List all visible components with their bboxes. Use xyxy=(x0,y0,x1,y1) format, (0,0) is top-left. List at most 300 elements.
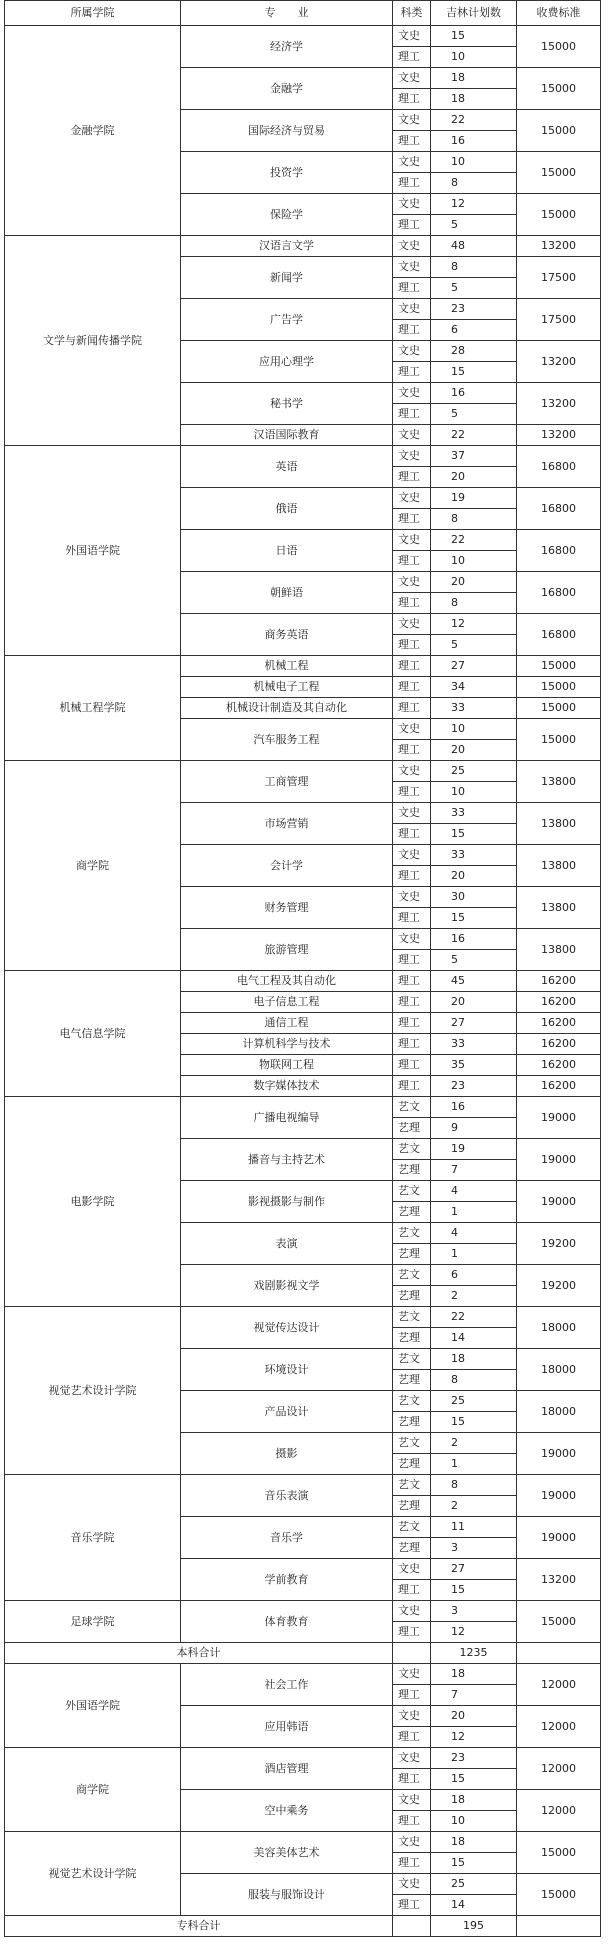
college-cell: 文学与新闻传播学院 xyxy=(5,236,181,446)
type-cell: 理工 xyxy=(393,950,431,971)
type-cell: 理工 xyxy=(393,593,431,614)
plan-cell: 20 xyxy=(431,740,517,761)
plan-cell: 18 xyxy=(431,1664,517,1685)
fee-cell: 13800 xyxy=(517,929,601,971)
fee-cell: 16800 xyxy=(517,530,601,572)
plan-cell: 5 xyxy=(431,215,517,236)
plan-cell: 20 xyxy=(431,992,517,1013)
plan-cell: 18 xyxy=(431,1832,517,1853)
total-type-cell xyxy=(393,1916,431,1937)
type-cell: 文史 xyxy=(393,803,431,824)
plan-cell: 15 xyxy=(431,26,517,47)
plan-cell: 15 xyxy=(431,1853,517,1874)
major-cell: 应用心理学 xyxy=(181,341,393,383)
fee-cell: 19000 xyxy=(517,1433,601,1475)
plan-cell: 23 xyxy=(431,1076,517,1097)
fee-cell: 19000 xyxy=(517,1475,601,1517)
plan-cell: 9 xyxy=(431,1118,517,1139)
plan-cell: 27 xyxy=(431,656,517,677)
plan-cell: 15 xyxy=(431,1412,517,1433)
type-cell: 理工 xyxy=(393,1853,431,1874)
plan-cell: 19 xyxy=(431,1139,517,1160)
plan-cell: 16 xyxy=(431,1097,517,1118)
plan-cell: 22 xyxy=(431,425,517,446)
major-cell: 工商管理 xyxy=(181,761,393,803)
type-cell: 理工 xyxy=(393,1769,431,1790)
fee-cell: 15000 xyxy=(517,698,601,719)
major-cell: 机械电子工程 xyxy=(181,677,393,698)
fee-cell: 12000 xyxy=(517,1706,601,1748)
plan-cell: 48 xyxy=(431,236,517,257)
fee-cell: 19200 xyxy=(517,1223,601,1265)
type-cell: 理工 xyxy=(393,1055,431,1076)
fee-cell: 13800 xyxy=(517,803,601,845)
major-cell: 体育教育 xyxy=(181,1601,393,1643)
type-cell: 文史 xyxy=(393,761,431,782)
major-cell: 表演 xyxy=(181,1223,393,1265)
plan-cell: 10 xyxy=(431,47,517,68)
fee-cell: 17500 xyxy=(517,299,601,341)
major-cell: 美容美体艺术 xyxy=(181,1832,393,1874)
major-cell: 空中乘务 xyxy=(181,1790,393,1832)
college-cell: 外国语学院 xyxy=(5,1664,181,1748)
fee-cell: 16800 xyxy=(517,488,601,530)
type-cell: 文史 xyxy=(393,26,431,47)
plan-cell: 27 xyxy=(431,1559,517,1580)
plan-cell: 7 xyxy=(431,1160,517,1181)
type-cell: 艺理 xyxy=(393,1286,431,1307)
major-cell: 酒店管理 xyxy=(181,1748,393,1790)
plan-cell: 15 xyxy=(431,1769,517,1790)
type-cell: 文史 xyxy=(393,1790,431,1811)
fee-cell: 13200 xyxy=(517,383,601,425)
enrollment-table xyxy=(4,0,601,1937)
type-cell: 艺文 xyxy=(393,1139,431,1160)
major-cell: 应用韩语 xyxy=(181,1706,393,1748)
type-cell: 理工 xyxy=(393,992,431,1013)
plan-cell: 34 xyxy=(431,677,517,698)
type-cell: 艺文 xyxy=(393,1349,431,1370)
type-cell: 艺文 xyxy=(393,1223,431,1244)
type-cell: 理工 xyxy=(393,698,431,719)
major-cell: 汉语言文学 xyxy=(181,236,393,257)
fee-cell: 18000 xyxy=(517,1307,601,1349)
fee-cell: 15000 xyxy=(517,1874,601,1916)
plan-cell: 35 xyxy=(431,1055,517,1076)
major-cell: 经济学 xyxy=(181,26,393,68)
college-cell: 电影学院 xyxy=(5,1097,181,1307)
fee-cell: 19200 xyxy=(517,1265,601,1307)
plan-cell: 3 xyxy=(431,1538,517,1559)
fee-cell: 19000 xyxy=(517,1097,601,1139)
type-cell: 理工 xyxy=(393,1622,431,1643)
type-cell: 理工 xyxy=(393,320,431,341)
fee-cell: 18000 xyxy=(517,1349,601,1391)
plan-cell: 14 xyxy=(431,1328,517,1349)
plan-cell: 4 xyxy=(431,1223,517,1244)
fee-cell: 15000 xyxy=(517,152,601,194)
plan-cell: 20 xyxy=(431,467,517,488)
fee-cell: 17500 xyxy=(517,257,601,299)
table-row xyxy=(5,446,601,467)
major-cell: 物联网工程 xyxy=(181,1055,393,1076)
type-cell: 理工 xyxy=(393,908,431,929)
fee-cell: 19000 xyxy=(517,1181,601,1223)
plan-cell: 18 xyxy=(431,1349,517,1370)
major-cell: 俄语 xyxy=(181,488,393,530)
type-cell: 文史 xyxy=(393,299,431,320)
plan-cell: 27 xyxy=(431,1013,517,1034)
type-cell: 艺文 xyxy=(393,1433,431,1454)
table-row xyxy=(5,1832,601,1853)
plan-cell: 1 xyxy=(431,1454,517,1475)
plan-cell: 2 xyxy=(431,1433,517,1454)
fee-cell: 15000 xyxy=(517,656,601,677)
fee-cell: 13200 xyxy=(517,425,601,446)
type-cell: 文史 xyxy=(393,1601,431,1622)
type-cell: 理工 xyxy=(393,824,431,845)
type-cell: 艺理 xyxy=(393,1412,431,1433)
plan-cell: 2 xyxy=(431,1496,517,1517)
plan-cell: 11 xyxy=(431,1517,517,1538)
type-cell: 文史 xyxy=(393,341,431,362)
plan-cell: 18 xyxy=(431,89,517,110)
plan-cell: 23 xyxy=(431,299,517,320)
college-cell: 视觉艺术设计学院 xyxy=(5,1307,181,1475)
plan-cell: 14 xyxy=(431,1895,517,1916)
plan-cell: 10 xyxy=(431,719,517,740)
type-cell: 艺文 xyxy=(393,1517,431,1538)
plan-cell: 18 xyxy=(431,1790,517,1811)
fee-cell: 15000 xyxy=(517,677,601,698)
type-cell: 理工 xyxy=(393,47,431,68)
major-cell: 保险学 xyxy=(181,194,393,236)
plan-cell: 5 xyxy=(431,950,517,971)
type-cell: 理工 xyxy=(393,971,431,992)
type-cell: 理工 xyxy=(393,1013,431,1034)
major-cell: 会计学 xyxy=(181,845,393,887)
type-cell: 艺理 xyxy=(393,1538,431,1559)
type-cell: 理工 xyxy=(393,656,431,677)
type-cell: 文史 xyxy=(393,929,431,950)
plan-cell: 16 xyxy=(431,929,517,950)
fee-cell: 13800 xyxy=(517,761,601,803)
plan-cell: 19 xyxy=(431,488,517,509)
type-cell: 文史 xyxy=(393,887,431,908)
table-row xyxy=(5,236,601,257)
plan-cell: 23 xyxy=(431,1748,517,1769)
type-cell: 文史 xyxy=(393,572,431,593)
plan-cell: 8 xyxy=(431,593,517,614)
major-cell: 产品设计 xyxy=(181,1391,393,1433)
type-cell: 艺文 xyxy=(393,1265,431,1286)
table-row xyxy=(5,1601,601,1622)
fee-cell: 16800 xyxy=(517,572,601,614)
major-cell: 播音与主持艺术 xyxy=(181,1139,393,1181)
type-cell: 理工 xyxy=(393,89,431,110)
fee-cell: 15000 xyxy=(517,719,601,761)
type-cell: 文史 xyxy=(393,1559,431,1580)
type-cell: 文史 xyxy=(393,110,431,131)
type-cell: 艺理 xyxy=(393,1496,431,1517)
major-cell: 投资学 xyxy=(181,152,393,194)
fee-cell: 19000 xyxy=(517,1517,601,1559)
type-cell: 理工 xyxy=(393,677,431,698)
major-cell: 电气工程及其自动化 xyxy=(181,971,393,992)
major-cell: 商务英语 xyxy=(181,614,393,656)
type-cell: 理工 xyxy=(393,866,431,887)
fee-cell: 16200 xyxy=(517,1055,601,1076)
plan-cell: 3 xyxy=(431,1601,517,1622)
fee-cell: 15000 xyxy=(517,110,601,152)
header-row xyxy=(5,1,601,26)
type-cell: 文史 xyxy=(393,446,431,467)
college-cell: 音乐学院 xyxy=(5,1475,181,1601)
fee-cell: 16800 xyxy=(517,446,601,488)
type-cell: 艺文 xyxy=(393,1181,431,1202)
major-cell: 服装与服饰设计 xyxy=(181,1874,393,1916)
plan-cell: 2 xyxy=(431,1286,517,1307)
fee-cell: 16800 xyxy=(517,614,601,656)
college-cell: 金融学院 xyxy=(5,26,181,236)
type-cell: 文史 xyxy=(393,68,431,89)
fee-cell: 16200 xyxy=(517,1034,601,1055)
major-cell: 数字媒体技术 xyxy=(181,1076,393,1097)
plan-cell: 15 xyxy=(431,908,517,929)
type-cell: 理工 xyxy=(393,509,431,530)
plan-cell: 28 xyxy=(431,341,517,362)
type-cell: 文史 xyxy=(393,257,431,278)
plan-cell: 6 xyxy=(431,1265,517,1286)
plan-cell: 15 xyxy=(431,824,517,845)
plan-cell: 4 xyxy=(431,1181,517,1202)
type-cell: 文史 xyxy=(393,236,431,257)
fee-cell: 16200 xyxy=(517,1013,601,1034)
header-fee: 收费标准 xyxy=(517,1,601,26)
major-cell: 广告学 xyxy=(181,299,393,341)
plan-cell: 25 xyxy=(431,761,517,782)
plan-cell: 16 xyxy=(431,131,517,152)
type-cell: 文史 xyxy=(393,1748,431,1769)
type-cell: 理工 xyxy=(393,740,431,761)
type-cell: 文史 xyxy=(393,845,431,866)
major-cell: 日语 xyxy=(181,530,393,572)
table-row xyxy=(5,1307,601,1328)
plan-cell: 25 xyxy=(431,1874,517,1895)
fee-cell: 12000 xyxy=(517,1748,601,1790)
major-cell: 财务管理 xyxy=(181,887,393,929)
major-cell: 社会工作 xyxy=(181,1664,393,1706)
plan-cell: 8 xyxy=(431,257,517,278)
plan-cell: 33 xyxy=(431,698,517,719)
type-cell: 文史 xyxy=(393,425,431,446)
plan-cell: 22 xyxy=(431,110,517,131)
plan-cell: 37 xyxy=(431,446,517,467)
major-cell: 汉语国际教育 xyxy=(181,425,393,446)
total-type-cell xyxy=(393,1643,431,1664)
plan-cell: 10 xyxy=(431,551,517,572)
plan-cell: 20 xyxy=(431,1706,517,1727)
major-cell: 机械工程 xyxy=(181,656,393,677)
college-cell: 外国语学院 xyxy=(5,446,181,656)
type-cell: 理工 xyxy=(393,404,431,425)
fee-cell: 15000 xyxy=(517,1832,601,1874)
type-cell: 文史 xyxy=(393,1664,431,1685)
type-cell: 理工 xyxy=(393,362,431,383)
plan-cell: 6 xyxy=(431,320,517,341)
plan-cell: 20 xyxy=(431,866,517,887)
plan-cell: 12 xyxy=(431,194,517,215)
table-row xyxy=(5,971,601,992)
college-cell: 足球学院 xyxy=(5,1601,181,1643)
plan-cell: 33 xyxy=(431,803,517,824)
plan-cell: 1 xyxy=(431,1202,517,1223)
fee-cell: 15000 xyxy=(517,1601,601,1643)
type-cell: 艺文 xyxy=(393,1307,431,1328)
major-cell: 英语 xyxy=(181,446,393,488)
fee-cell: 18000 xyxy=(517,1391,601,1433)
type-cell: 文史 xyxy=(393,488,431,509)
major-cell: 金融学 xyxy=(181,68,393,110)
type-cell: 文史 xyxy=(393,614,431,635)
plan-cell: 5 xyxy=(431,278,517,299)
major-cell: 旅游管理 xyxy=(181,929,393,971)
type-cell: 文史 xyxy=(393,1706,431,1727)
fee-cell: 19000 xyxy=(517,1139,601,1181)
plan-cell: 30 xyxy=(431,887,517,908)
type-cell: 艺理 xyxy=(393,1328,431,1349)
type-cell: 艺理 xyxy=(393,1244,431,1265)
major-cell: 新闻学 xyxy=(181,257,393,299)
type-cell: 理工 xyxy=(393,278,431,299)
plan-cell: 20 xyxy=(431,572,517,593)
total-fee-cell xyxy=(517,1916,601,1937)
type-cell: 理工 xyxy=(393,1034,431,1055)
plan-cell: 25 xyxy=(431,1391,517,1412)
plan-cell: 8 xyxy=(431,1475,517,1496)
plan-cell: 45 xyxy=(431,971,517,992)
fee-cell: 12000 xyxy=(517,1664,601,1706)
major-cell: 音乐学 xyxy=(181,1517,393,1559)
plan-cell: 15 xyxy=(431,362,517,383)
header-major: 专 业 xyxy=(181,1,393,26)
type-cell: 理工 xyxy=(393,1727,431,1748)
major-cell: 影视摄影与制作 xyxy=(181,1181,393,1223)
college-cell: 商学院 xyxy=(5,1748,181,1832)
type-cell: 艺理 xyxy=(393,1160,431,1181)
fee-cell: 16200 xyxy=(517,1076,601,1097)
major-cell: 汽车服务工程 xyxy=(181,719,393,761)
type-cell: 文史 xyxy=(393,383,431,404)
type-cell: 文史 xyxy=(393,152,431,173)
table-row xyxy=(5,26,601,47)
major-cell: 戏剧影视文学 xyxy=(181,1265,393,1307)
plan-cell: 5 xyxy=(431,404,517,425)
fee-cell: 16200 xyxy=(517,992,601,1013)
major-cell: 视觉传达设计 xyxy=(181,1307,393,1349)
plan-cell: 10 xyxy=(431,782,517,803)
type-cell: 艺文 xyxy=(393,1475,431,1496)
type-cell: 文史 xyxy=(393,1874,431,1895)
major-cell: 市场营销 xyxy=(181,803,393,845)
table-body xyxy=(5,26,601,1937)
plan-cell: 12 xyxy=(431,1727,517,1748)
type-cell: 艺理 xyxy=(393,1454,431,1475)
plan-cell: 1 xyxy=(431,1244,517,1265)
type-cell: 理工 xyxy=(393,1076,431,1097)
plan-cell: 8 xyxy=(431,509,517,530)
major-cell: 计算机科学与技术 xyxy=(181,1034,393,1055)
fee-cell: 16200 xyxy=(517,971,601,992)
total-label: 本科合计 xyxy=(5,1643,393,1664)
header-college: 所属学院 xyxy=(5,1,181,26)
major-cell: 秘书学 xyxy=(181,383,393,425)
plan-cell: 5 xyxy=(431,635,517,656)
header-type: 科类 xyxy=(393,1,431,26)
plan-cell: 33 xyxy=(431,1034,517,1055)
plan-cell: 8 xyxy=(431,173,517,194)
plan-cell: 7 xyxy=(431,1685,517,1706)
plan-cell: 22 xyxy=(431,530,517,551)
type-cell: 理工 xyxy=(393,782,431,803)
major-cell: 国际经济与贸易 xyxy=(181,110,393,152)
type-cell: 艺理 xyxy=(393,1118,431,1139)
fee-cell: 12000 xyxy=(517,1790,601,1832)
total-value: 1235 xyxy=(431,1643,517,1664)
fee-cell: 13200 xyxy=(517,236,601,257)
plan-cell: 12 xyxy=(431,1622,517,1643)
total-label: 专科合计 xyxy=(5,1916,393,1937)
type-cell: 艺文 xyxy=(393,1391,431,1412)
type-cell: 理工 xyxy=(393,1895,431,1916)
type-cell: 艺文 xyxy=(393,1097,431,1118)
major-cell: 环境设计 xyxy=(181,1349,393,1391)
major-cell: 学前教育 xyxy=(181,1559,393,1601)
type-cell: 理工 xyxy=(393,635,431,656)
plan-cell: 33 xyxy=(431,845,517,866)
total-row xyxy=(5,1916,601,1937)
fee-cell: 13800 xyxy=(517,845,601,887)
type-cell: 艺理 xyxy=(393,1202,431,1223)
fee-cell: 13200 xyxy=(517,1559,601,1601)
type-cell: 理工 xyxy=(393,1685,431,1706)
type-cell: 理工 xyxy=(393,467,431,488)
table-row xyxy=(5,761,601,782)
type-cell: 理工 xyxy=(393,131,431,152)
major-cell: 音乐表演 xyxy=(181,1475,393,1517)
table-row xyxy=(5,1097,601,1118)
plan-cell: 8 xyxy=(431,1370,517,1391)
type-cell: 理工 xyxy=(393,1811,431,1832)
type-cell: 文史 xyxy=(393,1832,431,1853)
type-cell: 文史 xyxy=(393,194,431,215)
major-cell: 朝鲜语 xyxy=(181,572,393,614)
type-cell: 理工 xyxy=(393,215,431,236)
plan-cell: 10 xyxy=(431,1811,517,1832)
table-row xyxy=(5,1748,601,1769)
plan-cell: 22 xyxy=(431,1307,517,1328)
type-cell: 艺理 xyxy=(393,1370,431,1391)
major-cell: 电子信息工程 xyxy=(181,992,393,1013)
total-value: 195 xyxy=(431,1916,517,1937)
table-row xyxy=(5,1664,601,1685)
fee-cell: 13800 xyxy=(517,887,601,929)
fee-cell: 15000 xyxy=(517,26,601,68)
major-cell: 机械设计制造及其自动化 xyxy=(181,698,393,719)
type-cell: 理工 xyxy=(393,1580,431,1601)
major-cell: 通信工程 xyxy=(181,1013,393,1034)
fee-cell: 13200 xyxy=(517,341,601,383)
